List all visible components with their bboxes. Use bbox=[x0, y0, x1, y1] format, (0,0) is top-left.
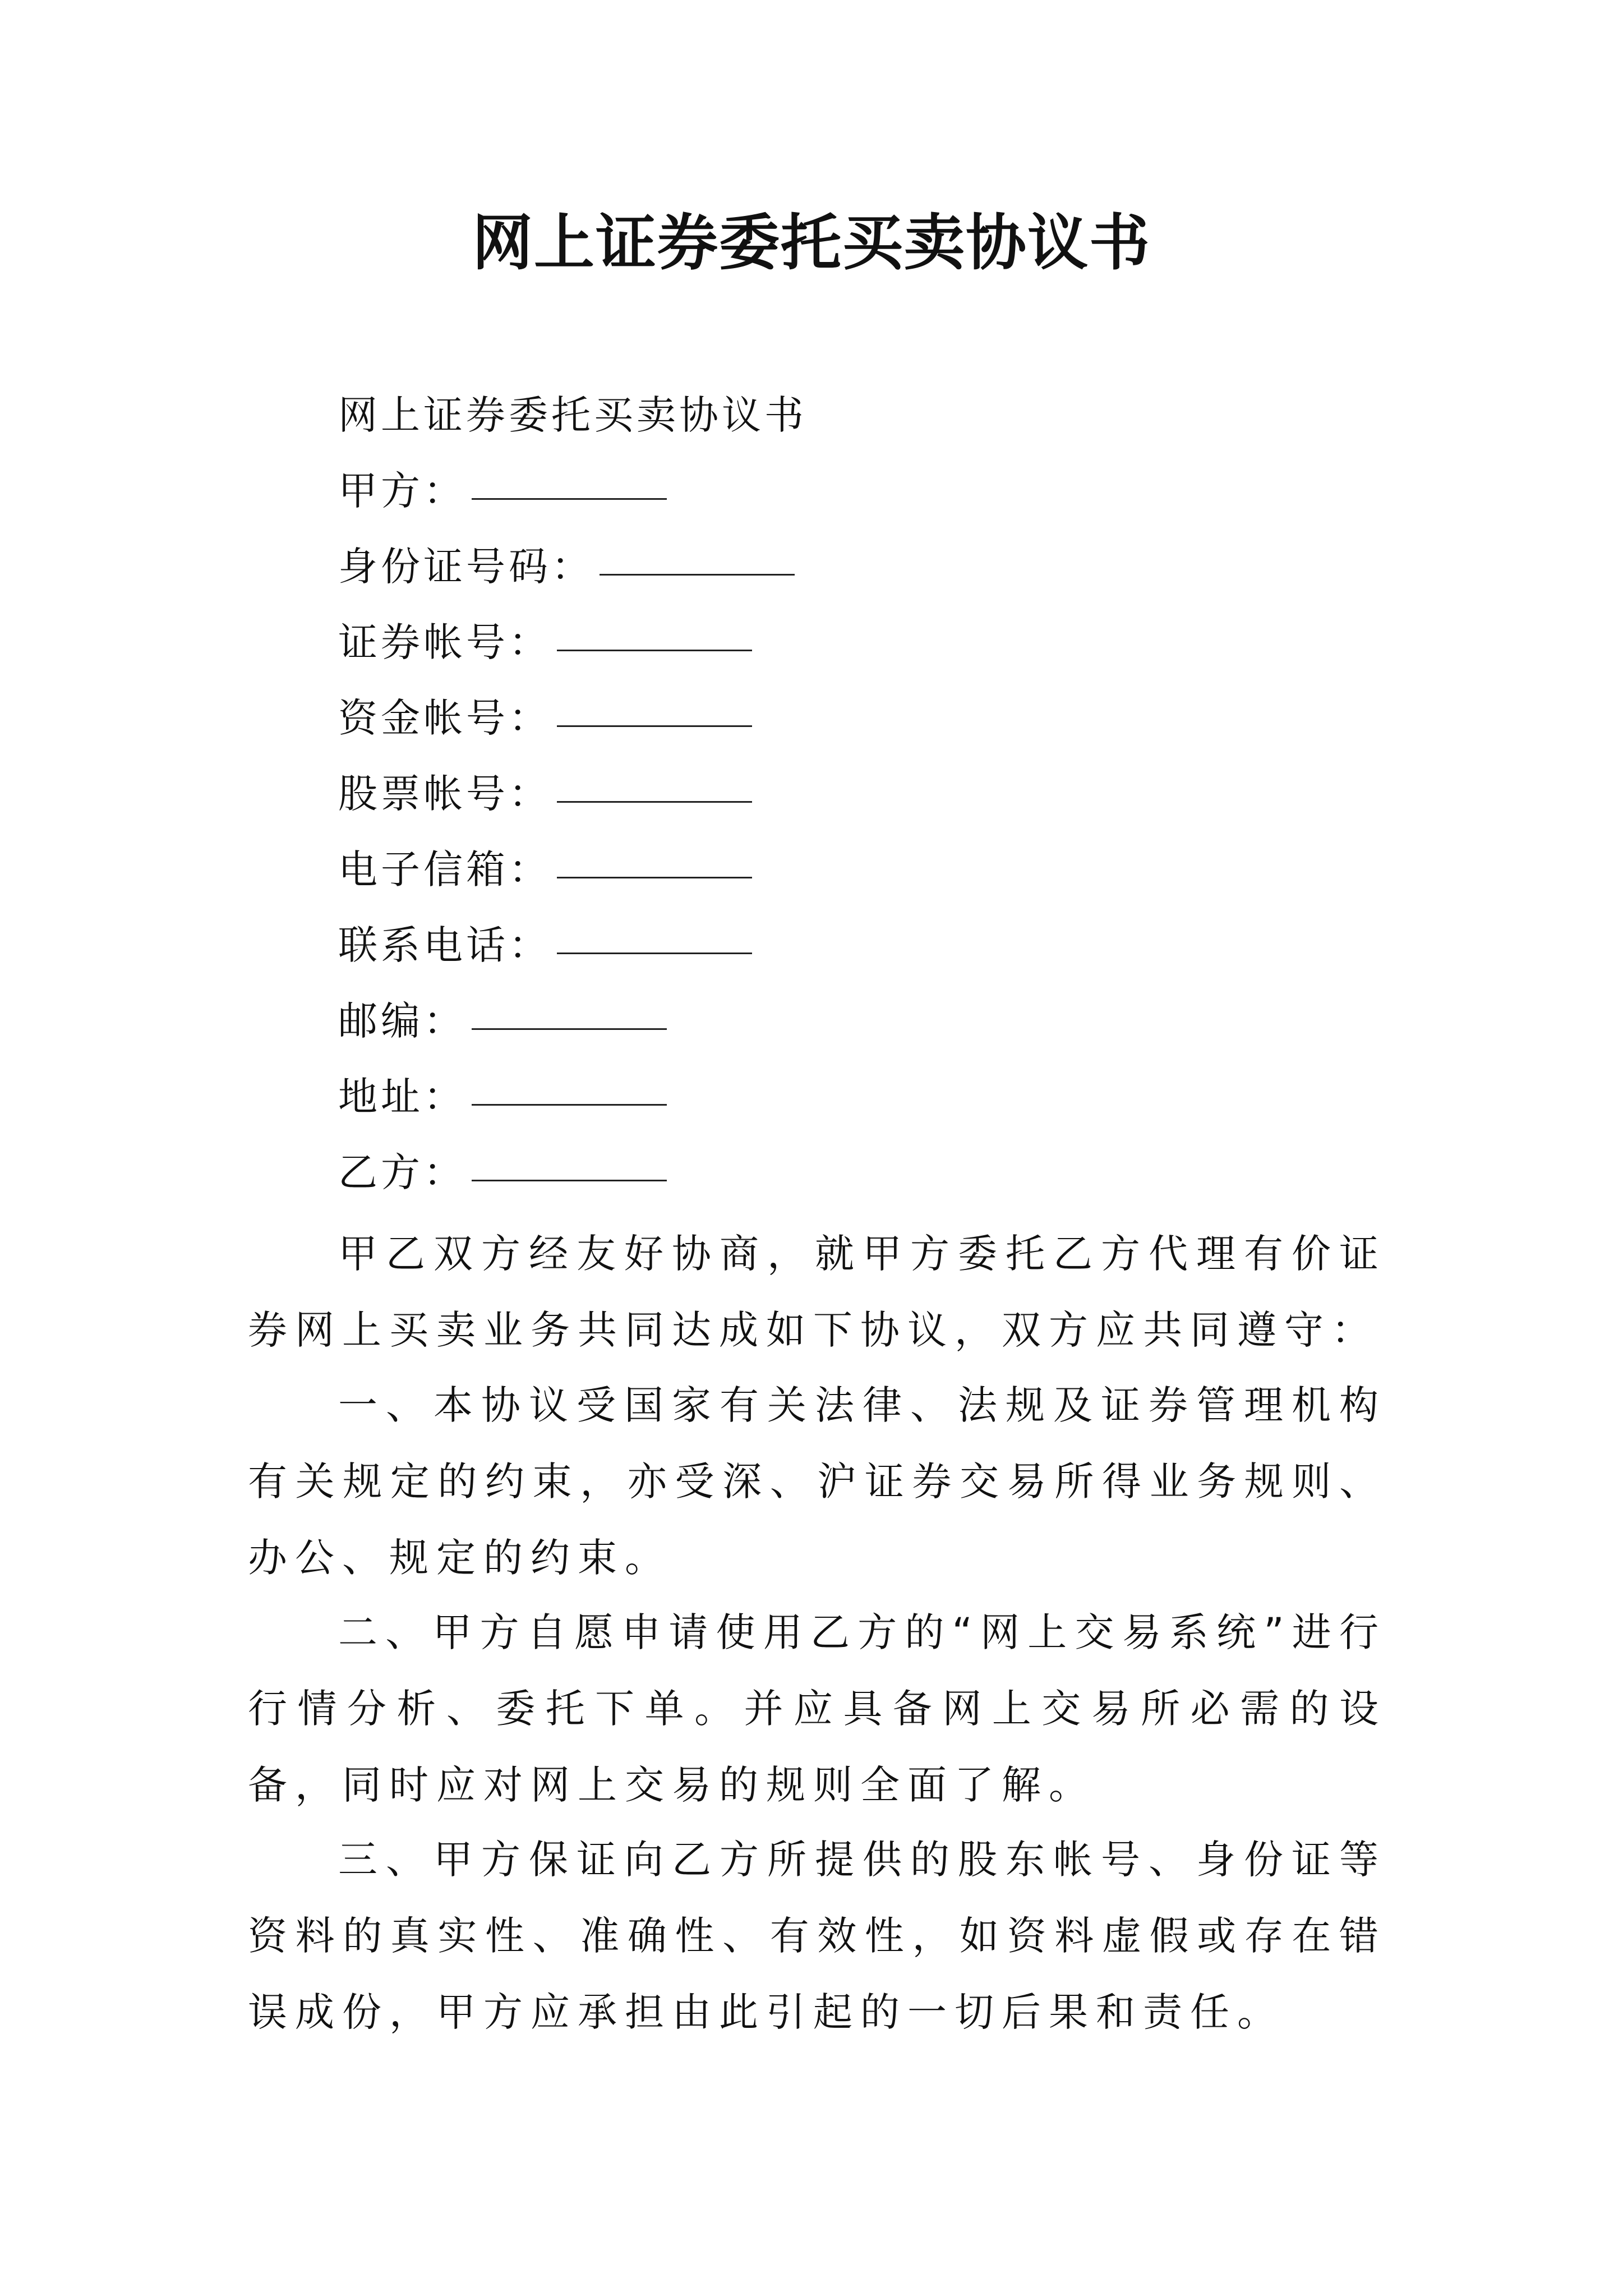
field-postcode bbox=[338, 996, 667, 1046]
fill-in-blank[interactable] bbox=[472, 996, 667, 1030]
fill-in-blank[interactable] bbox=[557, 844, 752, 878]
fill-in-blank[interactable] bbox=[557, 769, 752, 803]
field-label: 股票帐号： bbox=[338, 771, 551, 817]
document-title: 网上证券委托买卖协议书 bbox=[472, 208, 1151, 278]
field-address bbox=[338, 1071, 667, 1122]
field-email bbox=[338, 844, 752, 895]
document-subtitle: 网上证券委托买卖协议书 bbox=[338, 392, 807, 438]
paragraph-clause-1: 一、本协议受国家有关法律、法规及证券管理机构有关规定的约束，亦受深、沪证券交易所得业务规则、办公、规定的约束。 bbox=[248, 1382, 1386, 1581]
paragraph-clause-2: 二、甲方自愿申请使用乙方的“网上交易系统”进行行情分析、委托下单。并应具备网上交易所必需的设备，同时应对网上交易的规则全面了解。 bbox=[248, 1609, 1386, 1808]
field-label: 电子信箱： bbox=[338, 846, 551, 892]
field-party-b bbox=[338, 1147, 667, 1198]
field-party-a bbox=[338, 466, 667, 516]
field-id-number bbox=[338, 541, 795, 592]
field-phone bbox=[338, 920, 752, 970]
field-label: 甲方： bbox=[338, 468, 466, 514]
fill-in-blank[interactable] bbox=[472, 1147, 667, 1181]
paragraph-preamble: 甲乙双方经友好协商，就甲方委托乙方代理有价证券网上买卖业务共同达成如下协议，双方应共同遵守： bbox=[248, 1231, 1386, 1353]
fill-in-blank[interactable] bbox=[472, 466, 667, 500]
fill-in-blank[interactable] bbox=[557, 617, 752, 651]
field-label: 乙方： bbox=[338, 1149, 466, 1195]
fill-in-blank[interactable] bbox=[600, 541, 795, 576]
field-fund-account bbox=[338, 693, 752, 743]
field-label: 证券帐号： bbox=[338, 619, 551, 665]
field-label: 联系电话： bbox=[338, 922, 551, 968]
paragraph-clause-3: 三、甲方保证向乙方所提供的股东帐号、身份证等资料的真实性、准确性、有效性，如资料虚假或存在错误成份，甲方应承担由此引起的一切后果和责任。 bbox=[248, 1837, 1386, 2035]
field-label: 地址： bbox=[338, 1074, 466, 1120]
field-label: 身份证号码： bbox=[338, 544, 594, 590]
fill-in-blank[interactable] bbox=[557, 693, 752, 727]
field-label: 资金帐号： bbox=[338, 695, 551, 741]
field-stock-account bbox=[338, 769, 752, 819]
fill-in-blank[interactable] bbox=[472, 1071, 667, 1106]
fill-in-blank[interactable] bbox=[557, 920, 752, 954]
field-label: 邮编： bbox=[338, 998, 466, 1044]
field-securities-account bbox=[338, 617, 752, 668]
